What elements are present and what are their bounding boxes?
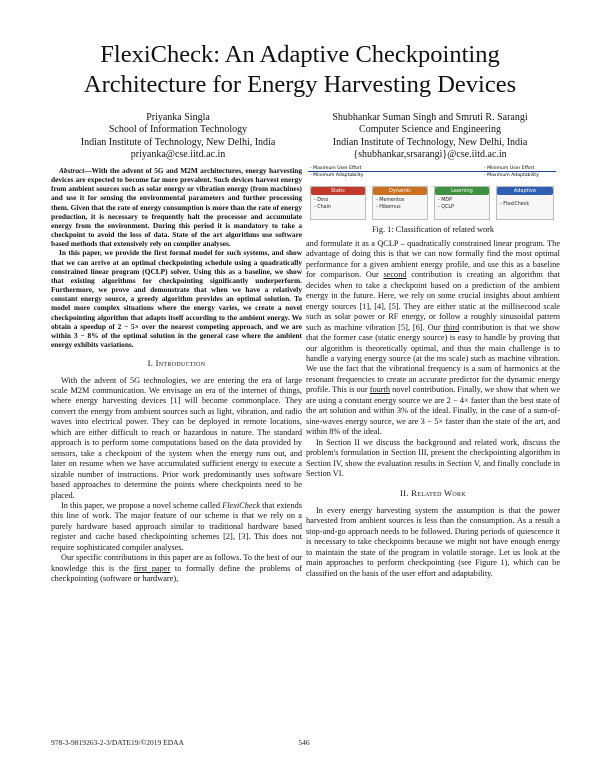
category-dynamic-items: - Mementos - Hibernus xyxy=(376,198,405,210)
abstract-paragraph-2: In this paper, we provide the first formal model for such systems, and show that we can arrive at an optimal checkpointing schedule using a quadratically constrained linear program (QCLP) solver. Using this as a baseline, we show that existing algorithms for checkpointing significantly underperform. Furthermore, we prove and demonstrate that when we have a relatively constant energy source, a greedy algorithm provides an optimal solution. To model more complex situations where the energy varies, we create a novel checkpointing algorithm that adapts itself according to the ambient energy. We obtain a speedup of 2 − 5× over the nearest competing approach, and we are within 3 − 8% of the optimal solution in the general case where the ambient energy exhibits variations. xyxy=(51,248,302,349)
right-column xyxy=(306,239,560,579)
category-static-header: Static xyxy=(311,187,365,195)
figure-1-classification xyxy=(308,167,558,221)
author-email[interactable]: {shubhankar,srsarangi}@cse.iitd.ac.in xyxy=(353,148,507,160)
author-institution: Indian Institute of Technology, New Delhi, India xyxy=(80,136,276,148)
abstract-label: Abstract xyxy=(59,166,85,175)
author-department: School of Information Technology xyxy=(108,124,248,136)
title-line-1: FlexiCheck: An Adaptive Checkpointing xyxy=(100,41,500,68)
effort-axis-line xyxy=(308,171,556,172)
abstract-paragraph-1: —With the advent of 5G and M2M architectures, energy harvesting devices are expected to become far more prevalent. Such devices harvest energy from ambient sources such as solar energy or vibration energy (from machines) and use it for sensing the environmental parameters and further processing them. Given that the rate of energy consumption is more than the rate of energy production, it is necessary to frequently halt the processor and accumulate energy from the environment. During this period it is mandatory to take a checkpoint to avoid the loss of data. State of the art algorithms use software based methods that extensively rely on compiler analyses. xyxy=(51,166,302,249)
category-adaptive-header: Adaptive xyxy=(497,187,553,195)
label-max-adaptability: - Maximum Adaptability xyxy=(484,173,539,178)
category-learning-header: Learning xyxy=(435,187,489,195)
author-department: Computer Science and Engineering xyxy=(359,124,501,136)
author-name: Priyanka Singla xyxy=(146,112,210,123)
introduction-body xyxy=(51,376,302,585)
paper-title xyxy=(40,40,560,100)
category-static-items: - Dino - Chain xyxy=(314,198,331,210)
section-heading-related-work: II. Related Work xyxy=(400,488,466,499)
title-line-2: Architecture for Energy Harvesting Devices xyxy=(83,71,517,98)
author-block-1 xyxy=(50,112,306,161)
author-name: Shubhankar Suman Singh and Smruti R. Sarangi xyxy=(332,112,528,123)
figure-1-caption: Fig. 1: Classification of related work xyxy=(371,225,495,234)
page-number: 546 xyxy=(298,738,310,747)
abstract xyxy=(51,166,302,349)
first-paper-emphasis: first paper xyxy=(133,563,171,573)
category-box-static xyxy=(310,186,366,220)
intro-paragraph-2: In this paper, we propose a novel scheme called FlexiCheck that extends this line of work. The major feature of our scheme is that we rely on a purely hardware based approach similar to traditional hardware based register and cache based checkpointing schemes [2], [3]. This does not require sophisticated compiler analyses. xyxy=(51,501,303,552)
left-column xyxy=(51,166,302,585)
label-min-adaptability: - Minimum Adaptability xyxy=(310,173,364,178)
footer-isbn: 978-3-9819263-2-3/DATE19/©2019 EDAA xyxy=(51,738,184,747)
category-dynamic-header: Dynamic xyxy=(373,187,427,195)
fourth-emphasis: fourth xyxy=(369,385,390,395)
second-emphasis: second xyxy=(383,270,407,280)
author-email[interactable]: priyanka@cse.iitd.ac.in xyxy=(130,148,226,160)
scheme-name: FlexiCheck xyxy=(222,501,260,511)
author-institution: Indian Institute of Technology, New Delhi, India xyxy=(332,136,528,148)
category-learning-items: - MDP - QCLP xyxy=(438,198,454,210)
author-block-2 xyxy=(300,112,560,161)
category-box-adaptive xyxy=(496,186,554,220)
outline-paragraph: In Section II we discuss the background and related work, discuss the problem's formulation in Section III, present the checkpointing algorithm in Section IV, show the evaluation results in Section V, and finally conclude in Section VI. xyxy=(306,437,560,478)
category-box-learning xyxy=(434,186,490,220)
intro-paragraph-1: With the advent of 5G technologies, we are entering the era of large scale M2M communication. We envisage an era of the internet of things, where energy harvesting devices [1] will become commonplace. They convert the energy from ambient sources such as light, vibration, and radio waves into electrical power. They can be deployed in remote locations, which are either difficult to reach or hazardous in nature. The standard approach is to perform some computations based on the data provided by sensors, take a checkpoint of the system when the energy runs out, and later on resume when we have accumulated sufficient energy to execute a sizable number of instructions. Prior work predominantly uses software based approaches to determine the points where checkpoints need to be placed. xyxy=(51,375,302,500)
third-emphasis: third xyxy=(443,322,460,332)
related-work-paragraph: In every energy harvesting system the assumption is that the power harvested from ambient sources is less than the consumption. As a result a stop-and-go approach needs to be followed. During periods of quiescence it is necessary to take checkpoints because we might not have enough energy to maintain the state of the program in volatile storage. Let us look at the main approaches to perform checkpointing (see Figure 1), which can be classified on the basis of the user effort and adaptability. xyxy=(306,505,560,578)
intro-paragraph-3: Our specific contributions in this paper are as follows. To the best of our knowledge this is the first paper to formally define the problems of checkpointing (software or hardware), xyxy=(51,553,302,584)
section-heading-introduction: I. Introduction xyxy=(147,358,206,369)
category-box-dynamic xyxy=(372,186,428,220)
category-adaptive-items: - FlexiCheck xyxy=(500,202,530,207)
label-max-user-effort: - Maximum User Effort xyxy=(310,166,362,171)
label-min-user-effort: - Minimum User Effort xyxy=(484,166,535,171)
contributions-paragraph: and formulate it as a QCLP – quadratically constrained linear program. The advantage of doing this is that we can now formally find the most optimal performance for a given ambient energy profile, and use this as a baseline for comparison. Our second contribution is creating an algorithm that decides when to take a checkpoint based on a prediction of the ambient energy in the future. Here, we rely on some crucial insights about ambient energy sources [1], [4], [5]. They are either static at the millisecond scale such as solar power or RF energy, or follow a roughly sinusoidal pattern such as machine vibration [5], [6]. Our third contribution is that we show that the former case (static energy source) is easy to handle by proving that our algorithm is theoretically optimal, and thus the main challenge is to handle a varying energy source (at the ms scale) such as machine vibration. We use the fact that the vibrational frequency is a sum of harmonics at the resonant frequencies to create an accurate predictor for the dynamic energy profile. This is our fourth novel contribution. Finally, we show that when we are using a constant energy source we are 2 − 4× faster than the best state of the art solution and within 3% of the ideal. Finally, in the case of a sum-of-sine-waves energy source, we are 3 − 5× faster than the state of the art, and within 8% of the ideal. xyxy=(306,239,560,437)
